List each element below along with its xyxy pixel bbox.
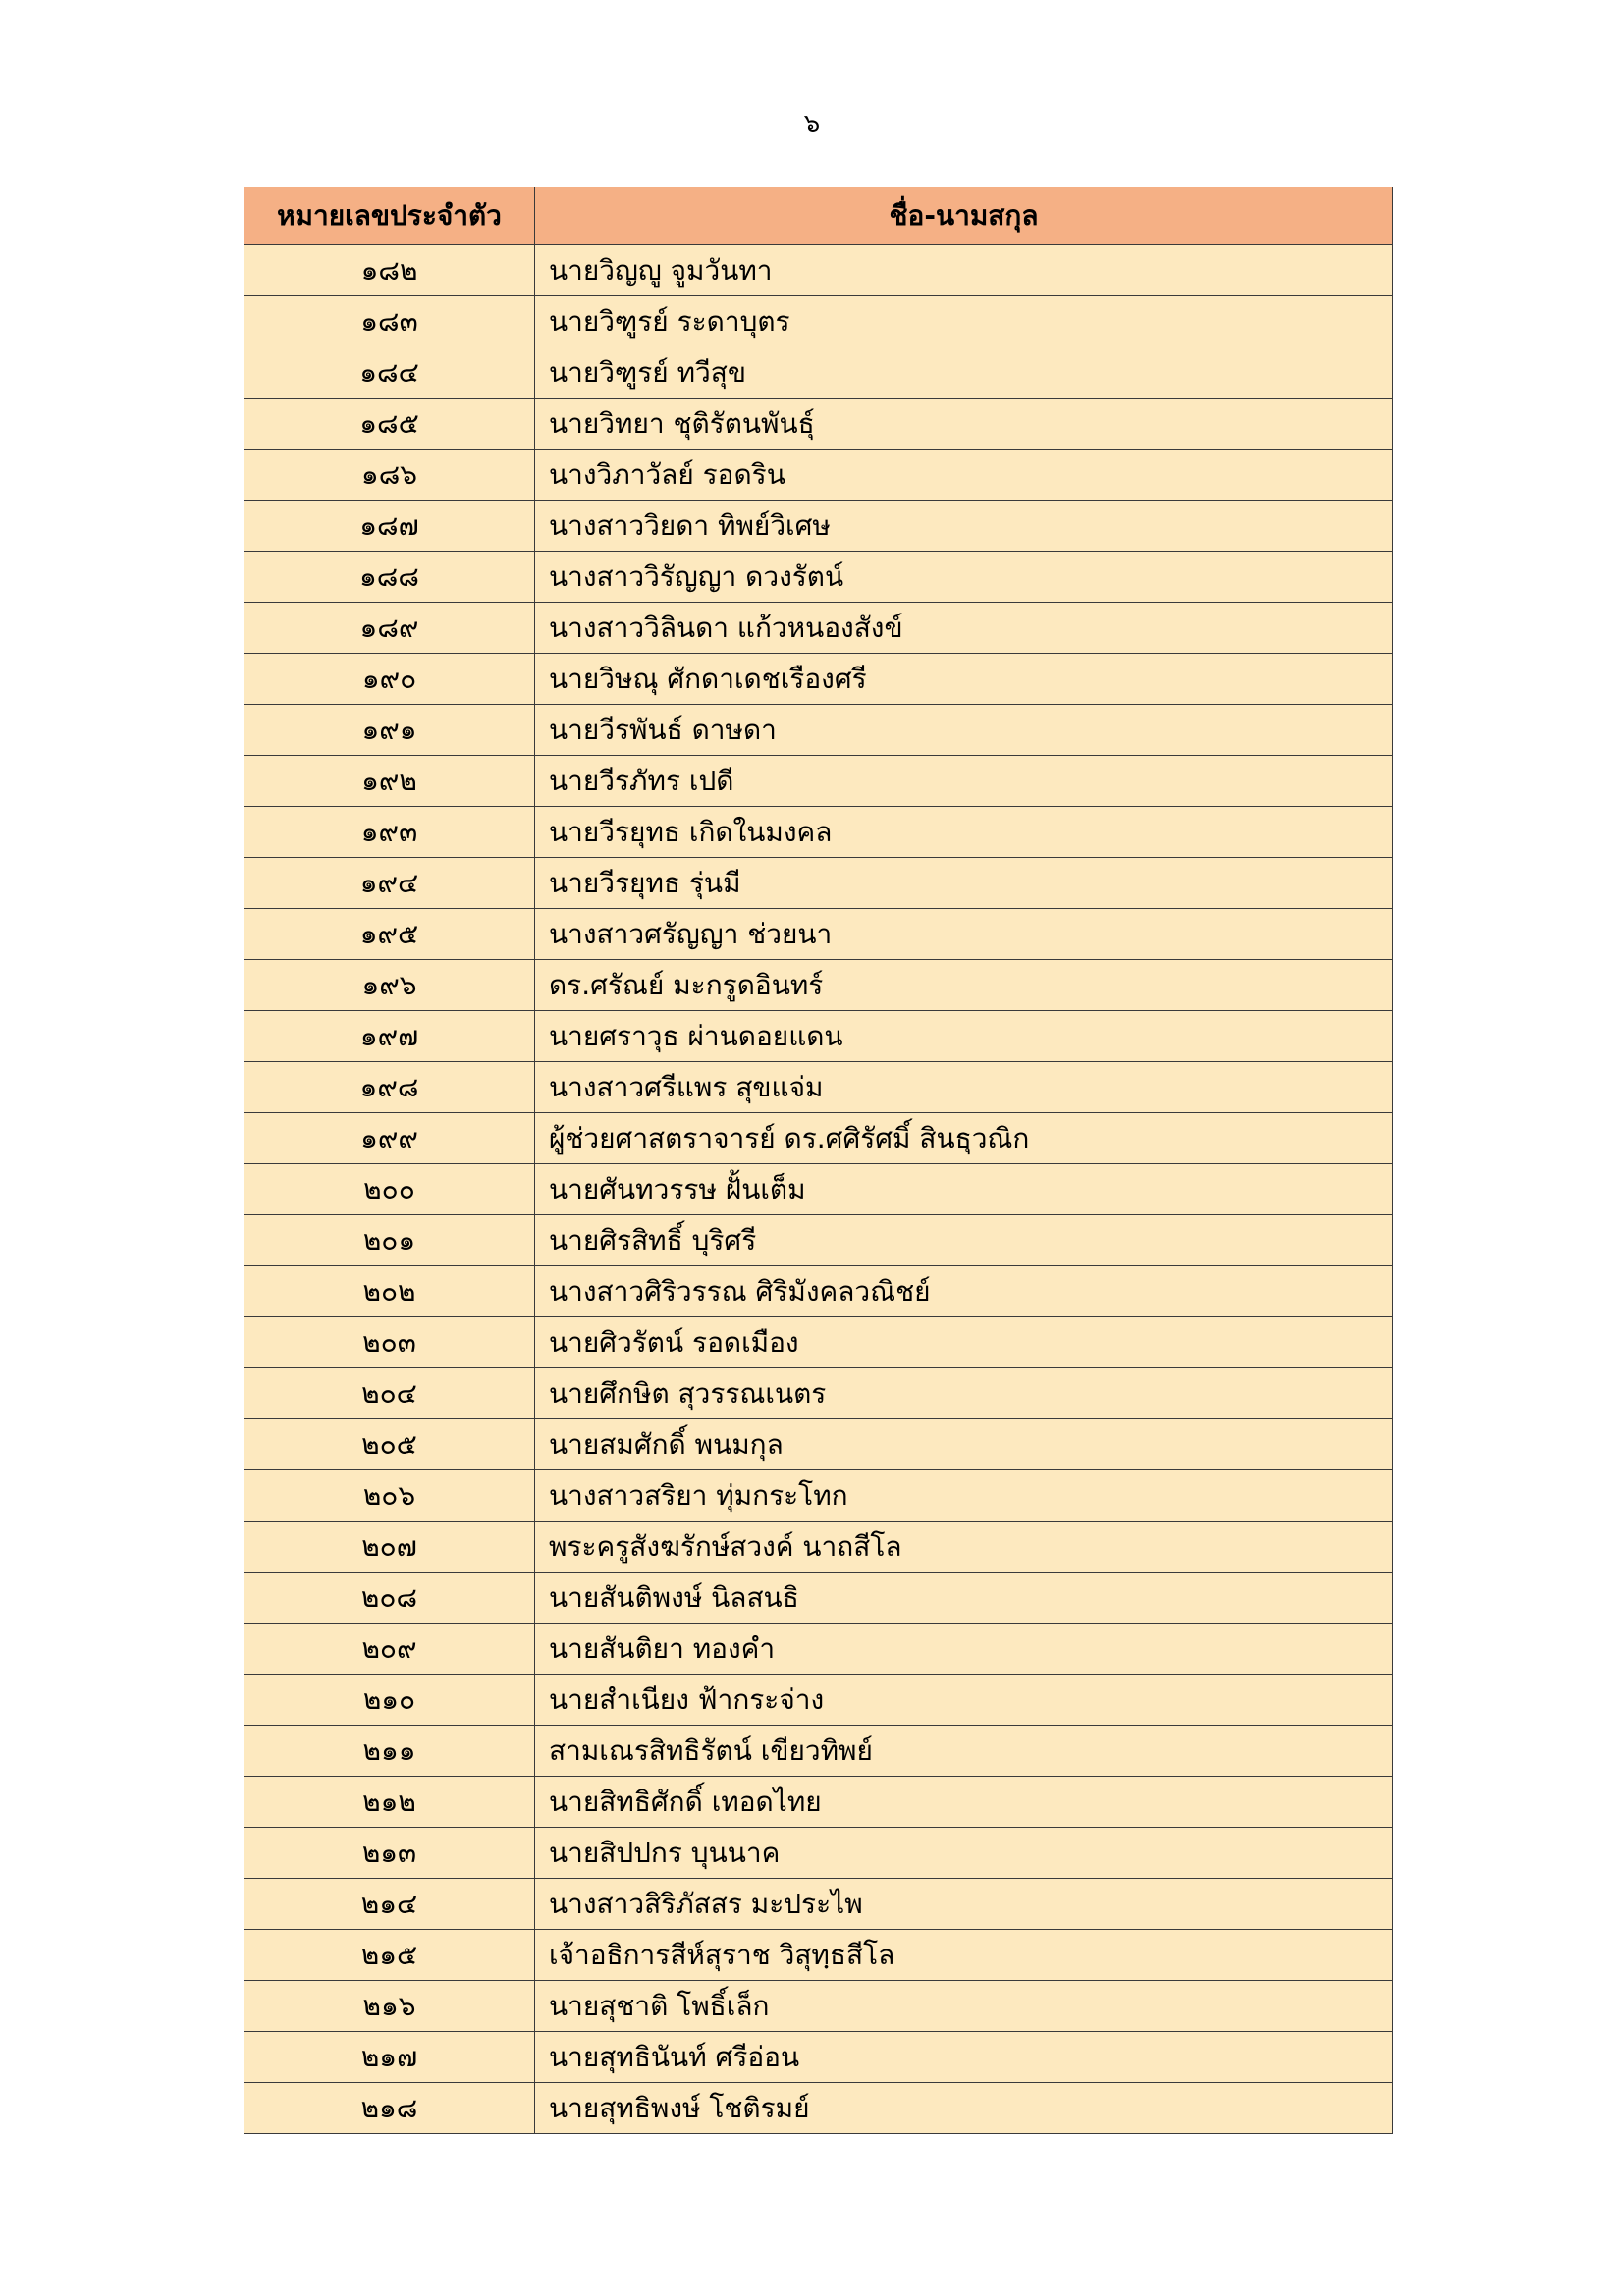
name-cell: นายวิทยา ชุติรัตนพันธุ์: [535, 399, 1393, 450]
name-cell: นางสาววิลินดา แก้วหนองสังข์: [535, 603, 1393, 654]
table-row: [244, 1113, 1393, 1164]
name-cell: ผู้ช่วยศาสตราจารย์ ดร.ศศิรัศมิ์ สินธุวณิก: [535, 1113, 1393, 1164]
name-cell: นางสาววิรัญญา ดวงรัตน์: [535, 552, 1393, 603]
table-row: [244, 501, 1393, 552]
table-row: [244, 705, 1393, 756]
table-row: [244, 807, 1393, 858]
table-row: [244, 1777, 1393, 1828]
name-cell: สามเณรสิทธิรัตน์ เขียวทิพย์: [535, 1726, 1393, 1777]
name-cell: นายวีรพันธ์ ดาษดา: [535, 705, 1393, 756]
name-cell: นางสาววิยดา ทิพย์วิเศษ: [535, 501, 1393, 552]
name-cell: นางสาวศิริวรรณ ศิริมังคลวณิชย์: [535, 1266, 1393, 1317]
id-cell: ๑๘๔: [244, 347, 535, 399]
name-cell: นางสาวสิริภัสสร มะประไพ: [535, 1879, 1393, 1930]
name-cell: นายวิษณุ ศักดาเดชเรืองศรี: [535, 654, 1393, 705]
table-row: [244, 450, 1393, 501]
name-cell: นายวีรยุทธ เกิดในมงคล: [535, 807, 1393, 858]
name-cell: นายสิปปกร บุนนาค: [535, 1828, 1393, 1879]
id-cell: ๒๐๑: [244, 1215, 535, 1266]
table-row: [244, 756, 1393, 807]
header-id: หมายเลขประจำตัว: [244, 187, 535, 245]
id-cell: ๑๘๓: [244, 296, 535, 347]
table-row: [244, 1522, 1393, 1573]
id-cell: ๑๘๙: [244, 603, 535, 654]
table-row: [244, 858, 1393, 909]
id-cell: ๒๑๒: [244, 1777, 535, 1828]
table-row: [244, 960, 1393, 1011]
table-header-row: [244, 187, 1393, 245]
name-cell: นายศราวุธ ผ่านดอยแดน: [535, 1011, 1393, 1062]
name-cell: นายสิทธิศักดิ์ เทอดไทย: [535, 1777, 1393, 1828]
name-cell: นายสมศักดิ์ พนมกุล: [535, 1419, 1393, 1470]
name-cell: พระครูสังฆรักษ์สวงค์ นาถสีโล: [535, 1522, 1393, 1573]
id-cell: ๑๙๔: [244, 858, 535, 909]
id-cell: ๑๙๒: [244, 756, 535, 807]
name-cell: นายศิวรัตน์ รอดเมือง: [535, 1317, 1393, 1368]
name-cell: นายสันติพงษ์ นิลสนธิ: [535, 1573, 1393, 1624]
table-row: [244, 1062, 1393, 1113]
id-cell: ๒๑๗: [244, 2032, 535, 2083]
table-row: [244, 1624, 1393, 1675]
roster-table: [244, 187, 1393, 2134]
name-cell: นางสาวศรัญญา ช่วยนา: [535, 909, 1393, 960]
id-cell: ๑๙๕: [244, 909, 535, 960]
table-row: [244, 1368, 1393, 1419]
name-cell: นายวีรภัทร เปดี: [535, 756, 1393, 807]
table-row: [244, 552, 1393, 603]
table-row: [244, 1726, 1393, 1777]
table-row: [244, 603, 1393, 654]
table-row: [244, 296, 1393, 347]
table-row: [244, 1879, 1393, 1930]
id-cell: ๑๘๕: [244, 399, 535, 450]
id-cell: ๒๑๖: [244, 1981, 535, 2032]
name-cell: นายสุทธิพงษ์ โชติรมย์: [535, 2083, 1393, 2134]
id-cell: ๑๘๖: [244, 450, 535, 501]
table-row: [244, 909, 1393, 960]
name-cell: นายศึกษิต สุวรรณเนตร: [535, 1368, 1393, 1419]
name-cell: เจ้าอธิการสีห์สุราช วิสุทฺธสีโล: [535, 1930, 1393, 1981]
table-row: [244, 1164, 1393, 1215]
table-row: [244, 1317, 1393, 1368]
table-row: [244, 1470, 1393, 1522]
table-row: [244, 1215, 1393, 1266]
id-cell: ๒๐๐: [244, 1164, 535, 1215]
name-cell: นายสันติยา ทองคำ: [535, 1624, 1393, 1675]
id-cell: ๒๑๘: [244, 2083, 535, 2134]
name-cell: นายศันทวรรษ ฝั้นเต็ม: [535, 1164, 1393, 1215]
table-row: [244, 245, 1393, 296]
table-row: [244, 2083, 1393, 2134]
table-row: [244, 347, 1393, 399]
id-cell: ๑๙๙: [244, 1113, 535, 1164]
name-cell: นายวิญญู จูมวันทา: [535, 245, 1393, 296]
id-cell: ๑๙๘: [244, 1062, 535, 1113]
name-cell: นายสุชาติ โพธิ์เล็ก: [535, 1981, 1393, 2032]
name-cell: นายวิฑูรย์ ระดาบุตร: [535, 296, 1393, 347]
id-cell: ๒๑๐: [244, 1675, 535, 1726]
table-row: [244, 654, 1393, 705]
table-body: [244, 245, 1393, 2134]
id-cell: ๑๘๘: [244, 552, 535, 603]
id-cell: ๒๐๕: [244, 1419, 535, 1470]
name-cell: นายสำเนียง ฟ้ากระจ่าง: [535, 1675, 1393, 1726]
name-cell: ดร.ศรัณย์ มะกรูดอินทร์: [535, 960, 1393, 1011]
id-cell: ๒๐๔: [244, 1368, 535, 1419]
header-name: ชื่อ-นามสกุล: [535, 187, 1393, 245]
table-row: [244, 2032, 1393, 2083]
id-cell: ๑๙๗: [244, 1011, 535, 1062]
table-row: [244, 1828, 1393, 1879]
name-cell: นายศิรสิทธิ์ บุริศรี: [535, 1215, 1393, 1266]
id-cell: ๑๙๓: [244, 807, 535, 858]
id-cell: ๑๘๗: [244, 501, 535, 552]
table-row: [244, 1573, 1393, 1624]
id-cell: ๒๐๗: [244, 1522, 535, 1573]
id-cell: ๑๙๐: [244, 654, 535, 705]
id-cell: ๒๑๕: [244, 1930, 535, 1981]
id-cell: ๒๑๑: [244, 1726, 535, 1777]
id-cell: ๒๐๙: [244, 1624, 535, 1675]
table-row: [244, 1675, 1393, 1726]
table-row: [244, 1930, 1393, 1981]
name-cell: นางสาวศรีแพร สุขแจ่ม: [535, 1062, 1393, 1113]
name-cell: นางสาวสริยา ทุ่มกระโทก: [535, 1470, 1393, 1522]
table-row: [244, 399, 1393, 450]
table-row: [244, 1419, 1393, 1470]
page-number: ๖: [803, 109, 821, 138]
name-cell: นางวิภาวัลย์ รอดริน: [535, 450, 1393, 501]
name-cell: นายวีรยุทธ รุ่นมี: [535, 858, 1393, 909]
id-cell: ๒๑๓: [244, 1828, 535, 1879]
table-row: [244, 1011, 1393, 1062]
id-cell: ๒๑๔: [244, 1879, 535, 1930]
id-cell: ๑๘๒: [244, 245, 535, 296]
id-cell: ๑๙๖: [244, 960, 535, 1011]
id-cell: ๑๙๑: [244, 705, 535, 756]
name-cell: นายวิฑูรย์ ทวีสุข: [535, 347, 1393, 399]
id-cell: ๒๐๓: [244, 1317, 535, 1368]
id-cell: ๒๐๒: [244, 1266, 535, 1317]
id-cell: ๒๐๘: [244, 1573, 535, 1624]
name-cell: นายสุทธินันท์ ศรีอ่อน: [535, 2032, 1393, 2083]
table-row: [244, 1266, 1393, 1317]
table-row: [244, 1981, 1393, 2032]
id-cell: ๒๐๖: [244, 1470, 535, 1522]
